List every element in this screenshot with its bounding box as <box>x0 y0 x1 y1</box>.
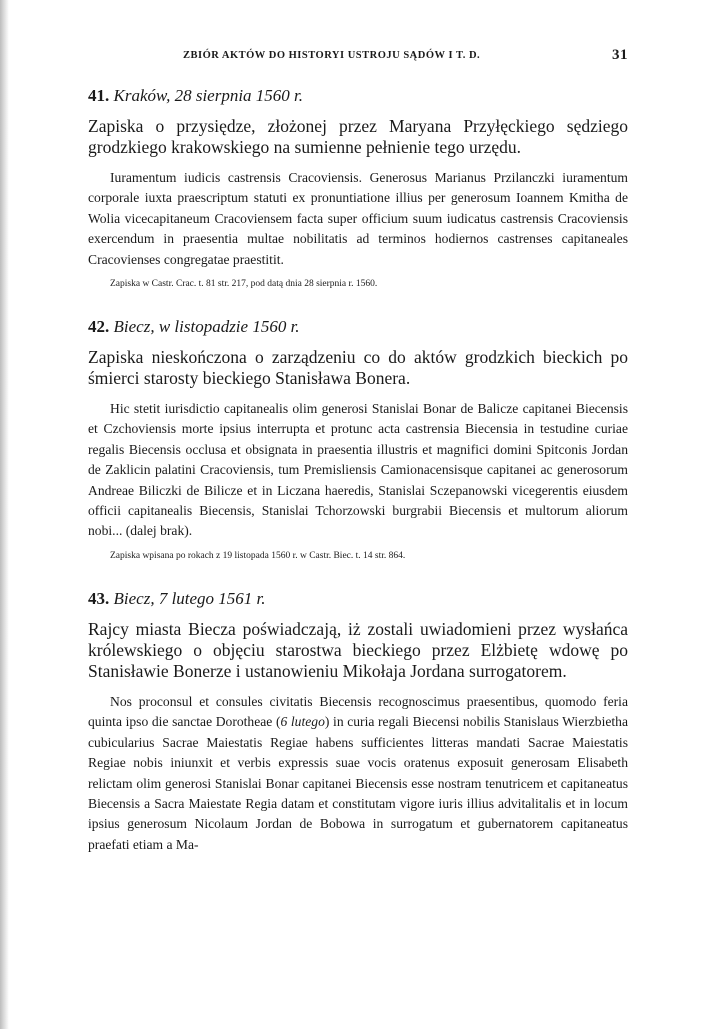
entry-summary: Zapiska o przysiędze, złożonej przez Maryana Przyłęckiego sędziego grodzkiego krakowskiego na sumienne pełnienie tego urzędu. <box>88 116 628 157</box>
entry-number: 43. <box>88 588 110 608</box>
entry-place-date: Kraków, 28 sierpnia 1560 r. <box>113 86 304 105</box>
page-body <box>88 86 628 863</box>
entry-latin-text: Iuramentum iudicis castrensis Cracoviensis. Generosus Marianus Przilanczki iuramentum corporale iuxta praescriptum statuti ex pronuntiatione illius per generosum Ioannem Kmitha de Wolia vicecapitaneum Cracoviensem facta super officium suum iudicatus castrensis Cracoviensis exercendum in praesentia multae nobilitatis ad terminos hodiernos castrenses capitaneales Cracovienses congregatae praestitit. <box>88 170 628 267</box>
entry-heading <box>88 86 628 106</box>
entry-latin-text <box>88 692 628 855</box>
entry-heading <box>88 317 628 337</box>
latin-text-part: Nos proconsul et consules civitatis Biecensis recognoscimus praesentibus, quomodo feria quinta ipso die sanctae Dorotheae ( <box>88 693 628 730</box>
entry-43 <box>88 589 628 855</box>
entry-source-note: Zapiska w Castr. Crac. t. 81 str. 217, pod datą dnia 28 sierpnia r. 1560. <box>110 279 378 290</box>
scan-page-edge <box>0 0 9 1029</box>
page-number: 31 <box>612 47 628 63</box>
latin-date-gloss: 6 lutego <box>280 714 325 730</box>
latin-text-part: ) in curia regali Biecensi nobilis Stanislaus Wierzbietha cubicularius Sacrae Maiestatis Regiae habens sufficientes litteras mandati Sacrae Maiestatis Regiae nobis iniunxit et verbis expressis suae vocis oratenus exposuit generosam Elisabeth relictam olim generosi Stanislai Bonar capitanei Biecensis esse nostram tenutricem et capitaneatus Biecensis a Sacra Maiestate Regia datam et constitutam vigore iuris illius advitalitalis et in locum ipsius generosum Nicolaum Jordan de Bobowa in surrogatum et gubernatorem capitaneatus praefati etiam a Ma- <box>88 714 629 852</box>
entry-heading <box>88 589 628 609</box>
entry-number: 41. <box>88 86 110 105</box>
entry-42 <box>88 317 628 563</box>
running-title: ZBIÓR AKTÓW DO HISTORYI USTROJU SĄDÓW I T. D. <box>183 50 481 61</box>
entry-place-date: Biecz, 7 lutego 1561 r. <box>113 588 266 608</box>
entry-number: 42. <box>88 317 110 337</box>
entry-summary: Zapiska nieskończona o zarządzeniu co do aktów grodzkich bieckich po śmierci starosty bieckiego Stanisława Bonera. <box>88 347 628 389</box>
entry-place-date: Biecz, w listopadzie 1560 r. <box>113 317 300 337</box>
entry-summary: Rajcy miasta Biecza poświadczają, iż zostali uwiadomieni przez wysłańca królewskiego o objęciu starostwa bieckiego przez Elżbietę wdowę po Stanisławie Bonerze i ustanowieniu Mikołaja Jordana surrogatorem. <box>88 618 628 681</box>
entry-41 <box>88 86 628 291</box>
entry-latin-text: Hic stetit iurisdictio capitanealis olim generosi Stanislai Bonar de Balicze capitanei Biecensis et Czchoviensis morte ipsius interrupta et protunc acta castrensia Biecensia in testudine curiae regalis Biecensis occlusa et obsignata in praesentia illustris et magnifici domini Spitconis Jordan de Zaklicin palatini Cracoviensis, tum Premisliensis Camionacensisque capitanei ac generosorum Andreae Biliczki de Bilicze et in Liczana haeredis, Stanislai Sczepanowski vicegerentis eiusdem officii capitanealis Biecensis, Stanislai Tchorzowski burgrabii Biecensis et multorum aliorum nobi... (dalej brak). <box>88 401 628 539</box>
entry-source-note: Zapiska wpisana po rokach z 19 listopada 1560 r. w Castr. Biec. t. 14 str. 864. <box>110 550 406 561</box>
